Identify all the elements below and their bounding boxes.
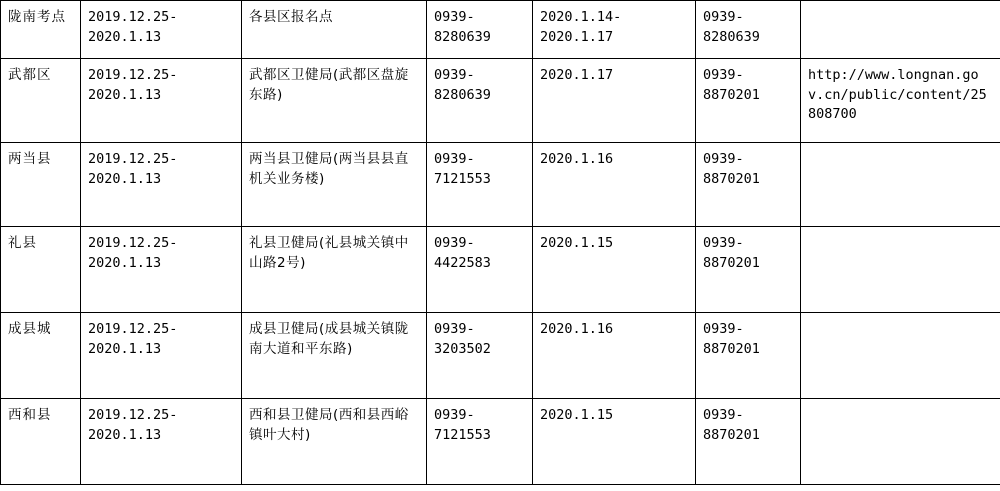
cell-region: 成县城 xyxy=(1,313,81,399)
cell-period: 2019.12.25-2020.1.13 xyxy=(81,59,242,143)
cell-period: 2019.12.25-2020.1.13 xyxy=(81,143,242,227)
table-row xyxy=(1,399,1000,485)
table-row xyxy=(1,59,1000,143)
cell-url[interactable]: http://www.longnan.gov.cn/public/content/25808700 xyxy=(801,59,1000,143)
table-row xyxy=(1,143,1000,227)
cell-exam-date: 2020.1.17 xyxy=(533,59,696,143)
cell-phone: 0939-3203502 xyxy=(427,313,533,399)
cell-url xyxy=(801,143,1000,227)
cell-hotline: 0939-8870201 xyxy=(696,399,801,485)
table-body xyxy=(1,1,1000,485)
cell-site: 成县卫健局(成县城关镇陇南大道和平东路) xyxy=(242,313,427,399)
cell-hotline: 0939-8870201 xyxy=(696,59,801,143)
cell-site: 各县区报名点 xyxy=(242,1,427,59)
cell-exam-date: 2020.1.16 xyxy=(533,313,696,399)
cell-region: 礼县 xyxy=(1,227,81,313)
cell-hotline: 0939-8280639 xyxy=(696,1,801,59)
cell-exam-date: 2020.1.14-2020.1.17 xyxy=(533,1,696,59)
cell-period: 2019.12.25-2020.1.13 xyxy=(81,227,242,313)
table-row xyxy=(1,1,1000,59)
table-row xyxy=(1,227,1000,313)
cell-exam-date: 2020.1.15 xyxy=(533,399,696,485)
cell-url xyxy=(801,227,1000,313)
cell-hotline: 0939-8870201 xyxy=(696,313,801,399)
table-row xyxy=(1,313,1000,399)
cell-exam-date: 2020.1.16 xyxy=(533,143,696,227)
cell-region: 西和县 xyxy=(1,399,81,485)
cell-region: 两当县 xyxy=(1,143,81,227)
cell-site: 武都区卫健局(武都区盘旋东路) xyxy=(242,59,427,143)
cell-phone: 0939-8280639 xyxy=(427,1,533,59)
cell-phone: 0939-7121553 xyxy=(427,399,533,485)
cell-region: 陇南考点 xyxy=(1,1,81,59)
cell-url xyxy=(801,313,1000,399)
cell-period: 2019.12.25-2020.1.13 xyxy=(81,399,242,485)
cell-hotline: 0939-8870201 xyxy=(696,227,801,313)
cell-exam-date: 2020.1.15 xyxy=(533,227,696,313)
cell-site: 西和县卫健局(西和县西峪镇叶大村) xyxy=(242,399,427,485)
cell-phone: 0939-4422583 xyxy=(427,227,533,313)
cell-site: 两当县卫健局(两当县县直机关业务楼) xyxy=(242,143,427,227)
cell-site: 礼县卫健局(礼县城关镇中山路2号) xyxy=(242,227,427,313)
cell-phone: 0939-7121553 xyxy=(427,143,533,227)
cell-url xyxy=(801,399,1000,485)
cell-region: 武都区 xyxy=(1,59,81,143)
cell-period: 2019.12.25-2020.1.13 xyxy=(81,1,242,59)
cell-hotline: 0939-8870201 xyxy=(696,143,801,227)
cell-url xyxy=(801,1,1000,59)
cell-phone: 0939-8280639 xyxy=(427,59,533,143)
cell-period: 2019.12.25-2020.1.13 xyxy=(81,313,242,399)
